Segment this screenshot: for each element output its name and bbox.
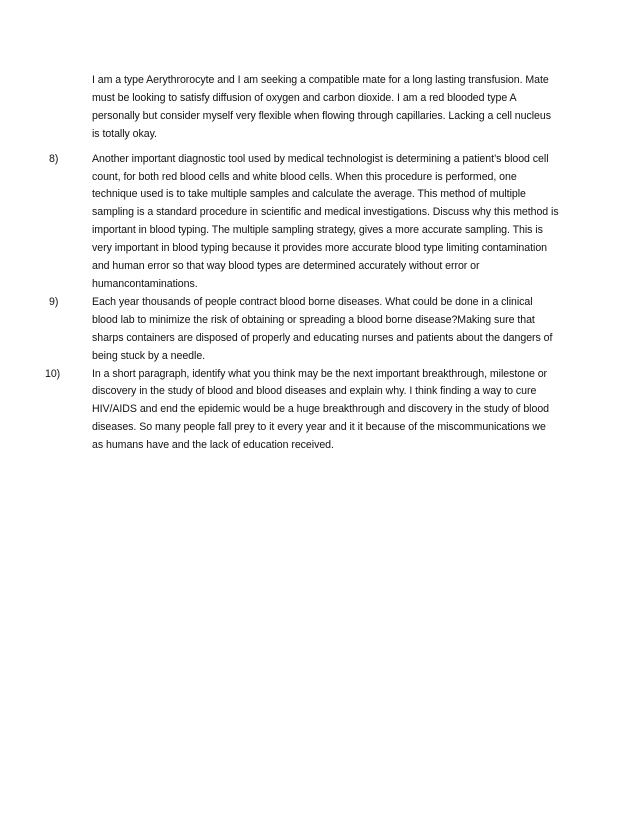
question-line: humancontaminations. [92,277,198,290]
question-line: technique used is to take multiple samples and calculate the average. This method of multiple [92,188,526,201]
question-line: count, for both red blood cells and white blood cells. When this procedure is performed, one [92,170,517,183]
question-line: In a short paragraph, identify what you think may be the next important breakthrough, milestone or [92,367,548,380]
intro-line: personally but consider myself very flexible when flowing through capillaries. Lacking a cell nucleus [92,109,551,122]
question-line: discovery in the study of blood and blood diseases and explain why. I think finding a way to cure [92,385,537,398]
intro-line: I am a type Aerythrorocyte and I am seeking a compatible mate for a long lasting transfusion. Mate [92,74,549,86]
question-number: 9) [49,295,59,308]
question-line: sharps containers are disposed of properly and educating nurses and patients about the dangers of [92,331,553,344]
question-number: 8) [49,152,59,165]
question-line: Another important diagnostic tool used by medical technologist is determining a patient’s blood cell [92,152,549,165]
question-line: as humans have and the lack of education received. [92,439,334,452]
question-line: important in blood typing. The multiple sampling strategy, gives a more accurate sampling. This is [92,224,543,237]
question-number: 10) [45,367,61,380]
question-9 [49,294,575,366]
question-line: blood lab to minimize the risk of obtaining or spreading a blood borne disease?Making sure that [92,313,535,326]
question-line: sampling is a standard procedure in scientific and medical investigations. Discuss why this method is [92,206,559,219]
question-8 [49,151,575,294]
intro-line: is totally okay. [92,127,157,140]
question-line: diseases. So many people fall prey to it every year and it it because of the miscommunications we [92,421,546,434]
question-10 [45,366,575,456]
question-line: and human error so that way blood types are determined accurately without error or [92,260,480,273]
question-line: Each year thousands of people contract blood borne diseases. What could be done in a clinical [92,295,533,308]
document-body [45,72,575,455]
question-line: very important in blood typing because it provides more accurate blood type limiting contamination [92,242,547,255]
intro-line: must be looking to satisfy diffusion of oxygen and carbon dioxide. I am a red blooded type A [92,91,517,104]
question-line: being stuck by a needle. [92,349,206,362]
intro-paragraph [92,72,575,144]
question-line: HIV/AIDS and end the epidemic would be a huge breakthrough and discovery in the study of blood [92,403,550,416]
